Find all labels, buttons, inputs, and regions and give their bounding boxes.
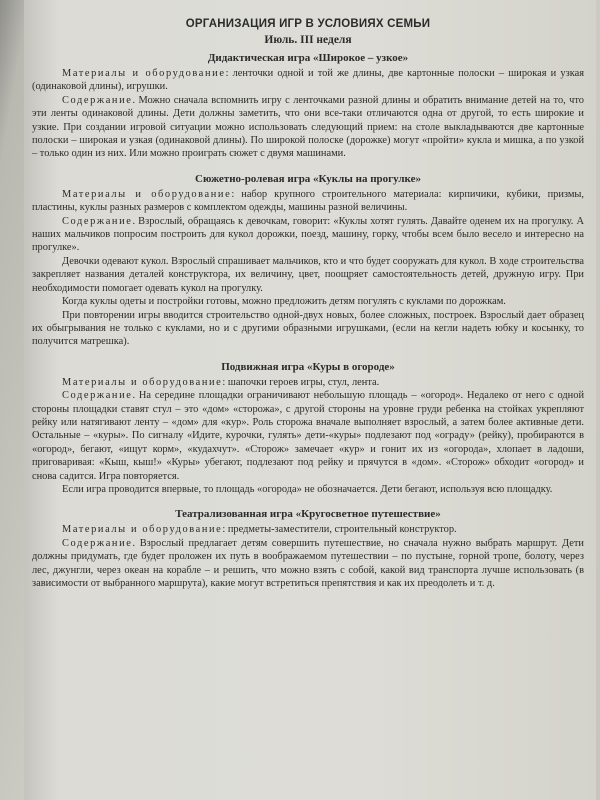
document-title: ОРГАНИЗАЦИЯ ИГР В УСЛОВИЯХ СЕМЬИ [185,18,431,30]
section-didactic-game [32,52,584,161]
document-page [24,0,596,800]
paragraph-text: . Можно сначала вспомнить игру с ленточками разной длины и обратить внимание детей на то, что эти ленты одинаковой длины. Дети должны заметить, что они все-таки отличаются одна от другой, то есть широкие и узкие. При создании игровой ситуации можно использовать следующий прием: на столе выкладываются две картонные полоски – широкая и узкая (одинаковой длины). По широкой полоске (дорожке) могут «пройти» кукла и мишка, а по узкой – только один из них. Или можно проиграть сюжет с двумя машинами. [32,94,584,160]
paragraph-label: Материалы и оборудование [62,188,232,200]
section-heading: Театрализованная игра «Кругосветное путешествие» [175,508,441,521]
section-heading: Подвижная игра «Куры в огороде» [221,360,395,373]
document-subtitle: Июль. III неделя [264,34,352,46]
section-heading: Дидактическая игра «Широкое – узкое» [207,52,409,64]
section-heading: Сюжетно-ролевая игра «Куклы на прогулке» [195,172,421,185]
paragraph-text: : ленточки одной и той же длины, две картонные полоски – широкая и узкая (одинаковой длины), игрушки. [32,68,584,93]
body-paragraph: Когда куклы одеты и постройки готовы, можно предложить детям погулять с куклами по дорожкам. [62,296,506,308]
paragraph-text: : предметы-заместители, строительный конструктор. [222,524,457,536]
body-paragraph: При повторении игры вводится строительство одной-двух новых, более сложных, построек. Взрослый дает образец их обыгрывания не только с куклами, но и с другими образными игрушками, (если на кегли надеть юбку и косынку, то получится матрешка). [32,309,584,348]
content-paragraph [32,94,584,161]
section-role-play-game [32,173,584,349]
body-paragraph: Если игра проводится впервые, то площадь «огорода» не обозначается. Дети бегают, используя всю площадку. [62,483,553,495]
paragraph-label: Материалы и оборудование [62,376,223,388]
section-active-game [32,361,584,497]
paragraph-text: . Взрослый, обращаясь к девочкам, говорит: «Куклы хотят гулять. Давайте оденем их на прогулку. А наших мальчиков попросим построить для кукол дорожки, поезд, машину, горку, чтобы всем было весело и интересно на прогулке». [32,215,584,254]
paragraph-text: : набор крупного строительного материала: кирпичики, кубики, призмы, пластины, куклы разных размеров с комплектом одежды, машины разной величины. [32,188,585,214]
content-paragraph [32,537,584,591]
body-paragraph: Девочки одевают кукол. Взрослый спрашивает мальчиков, кто и что будет сооружать для кукол. В ходе строительства закрепляет названия деталей конструктора, их величину, цвет, поощряет самостоятельность детей, дружную игру. При необходимости помогает одевать кукол на прогулку. [32,255,584,294]
paragraph-label: Содержание [62,215,133,227]
materials-paragraph [32,376,584,389]
materials-paragraph [32,523,584,536]
materials-paragraph [32,67,584,94]
content-paragraph [32,389,584,483]
paragraph-text: . На середине площадки ограничивают небольшую площадь – «огород». Недалеко от него с одной стороны площадки ставят стул – это «дом» «сторожа», с другой стороны на уровне груди ребенка на стойках укрепляют рейку или натягивают ленту – «дом» для «кур». Роль сторожа вначале выполняет взрослый, а затем более активные дети. Остальные – «куры». По сигналу «Идите, курочки, гулять» дети-«куры» подлезают под «ограду» (рейку), пробираются в «огород», бегают, «ищут корм», «кудахчут». «Сторож» замечает «кур» и гонит их из «огорода», хлопает в ладоши, приговаривая: «Кыш, кыш!» «Куры» убегают, подлезают под рейку и прячутся в «дом». «Сторож» обходит «огород» и снова садится. Игра повторяется. [32,390,584,482]
paragraph-label: Содержание [62,94,133,106]
paragraph-text: . Взрослый предлагает детям совершить путешествие, но сначала нужно выбрать маршрут. Дети должны придумать, где будет проложен их путь в воображаемом путешествии – по пустыне, горной тропе, болоту, через лес, джунгли, через океан на корабле – и решить, что можно взять с собой, какой вид транспорта лучше использовать (в зависимости от выбранного маршрута), какие могут встретиться препятствия и как их преодолеть и т. д. [32,537,584,589]
paragraph-text: : шапочки героев игры, стул, лента. [222,376,380,388]
paragraph-label: Содержание [62,537,133,549]
paragraph-label: Материалы и оборудование [62,68,226,79]
paragraph-label: Материалы и оборудование [62,524,223,536]
section-theatrical-game [32,508,584,590]
materials-paragraph [32,188,584,215]
paragraph-label: Содержание [62,390,133,402]
content-paragraph [32,215,584,255]
